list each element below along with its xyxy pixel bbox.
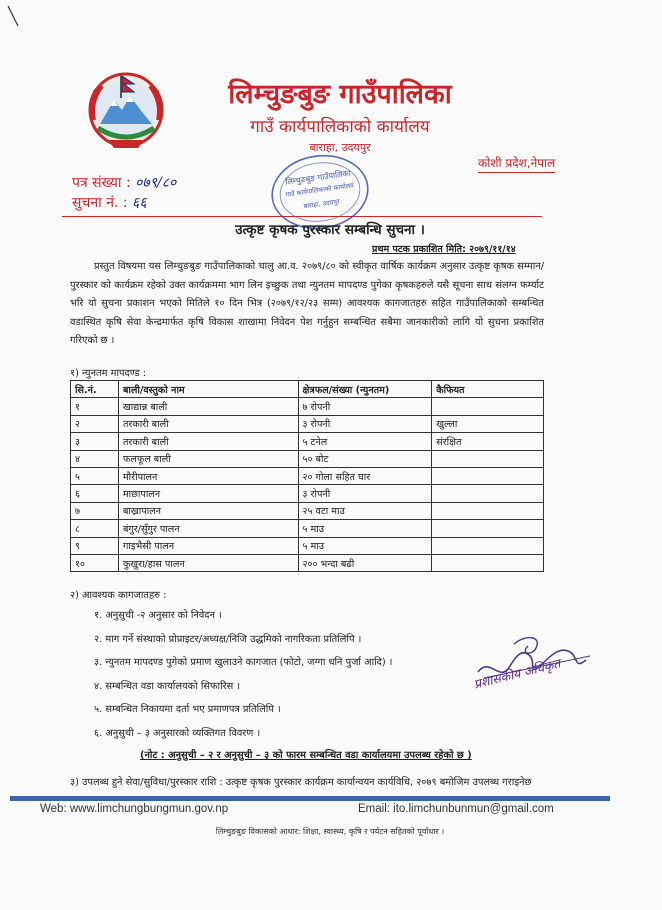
table-cell: मौरीपालन <box>118 467 298 484</box>
table-row <box>71 502 544 519</box>
table-row <box>71 467 544 484</box>
table-cell <box>432 450 544 467</box>
table-cell: ५ टनेल <box>298 433 432 450</box>
footer-website: Web: www.limchungbungmun.gov.np <box>40 803 229 815</box>
table-row <box>71 398 544 415</box>
table-cell: १ <box>71 398 119 415</box>
letter-number-value: ०७९/८० <box>135 175 177 191</box>
table-cell: ९ <box>71 537 119 554</box>
table-cell: गाइभैसी पालन <box>118 537 298 554</box>
officer-title: प्रशासकीय अधिकृत <box>472 655 562 692</box>
table-cell: ५ माउ <box>298 537 432 554</box>
list-item: ५. सम्बन्धित निकायमा दर्ता भए प्रमाणपत्र प्रतिलिपि । <box>94 704 281 716</box>
table-cell: ७ <box>71 502 119 519</box>
criteria-table <box>70 380 544 572</box>
table-cell: ७ रोपनी <box>298 398 432 415</box>
documents-list <box>94 604 393 746</box>
table-row <box>71 554 544 571</box>
list-item: ४. सम्बन्धित वडा कार्यालयको सिफारिस । <box>94 680 241 692</box>
table-cell <box>432 554 544 571</box>
list-item: १. अनुसुची -२ अनुसार को निवेदन । <box>94 610 222 621</box>
svg-text:बाराहा, उदयपुर: बाराहा, उदयपुर <box>303 197 341 211</box>
table-cell: ३ <box>71 433 119 450</box>
table-row <box>71 537 544 554</box>
table-cell: फलफूल बाली <box>118 450 298 467</box>
list-item: २. माग गर्ने संस्थाको प्रोप्राइटर/अध्यक्ष/निजि उद्धमिको नागरिकता प्रतिलिपि । <box>94 633 362 645</box>
table-row <box>71 520 544 537</box>
table-cell: तरकारी बाली <box>118 433 298 450</box>
table-cell: ६ <box>71 485 119 502</box>
table-cell: तरकारी बाली <box>118 415 298 432</box>
documents-heading: २) आवश्यक कागजातहरु : <box>70 590 167 601</box>
footer-email: Email: ito.limchunbunmun@gmail.com <box>358 803 554 815</box>
list-item: ६. अनुसुची – ३ अनुसारको व्यक्तिगत विवरण । <box>94 727 261 739</box>
table-cell: २०० भन्दा बढी <box>298 554 432 571</box>
table-cell: संरक्षित <box>432 433 544 450</box>
table-cell: ४ <box>71 450 119 467</box>
column-header: बाली/वस्तुको नाम <box>118 381 298 398</box>
footer-divider <box>10 796 610 801</box>
criteria-heading: १) न्युनतम मापदण्ड : <box>70 368 147 379</box>
column-header: कैफियत <box>432 381 544 398</box>
table-cell <box>432 398 544 415</box>
table-cell <box>432 537 544 554</box>
table-cell: खाद्यान्न बाली <box>118 398 298 415</box>
publication-date: प्रथम पटक प्रकाशित मिति: २०७९/११/१४ <box>372 244 516 255</box>
notice-number-value: ६६ <box>132 195 147 211</box>
section-3-text: ३) उपलब्ध हुने सेवा/सुविधा/पुरस्कार राशि : उत्कृष्ट कृषक पुरस्कार कार्यक्रम कार्यान्वयन कार्यविधि, २०७९ बमोजिम उपलब्ध गराइनेछ <box>70 777 532 788</box>
table-cell: ५ <box>71 467 119 484</box>
table-cell: खुल्ला <box>432 415 544 432</box>
municipality-title: लिम्चुङबुङ गाउँपालिका <box>228 79 452 110</box>
svg-text:लिम्चुङबुङ गाउँपालिका: लिम्चुङबुङ गाउँपालिका <box>284 168 352 187</box>
notice-body: प्रस्तुत विषयमा यस लिम्चुङबुङ गाउँपालिकाको चालु आ.व. २०७९/८० को स्वीकृत वार्षिक कार्यक्रम अनुसार उत्कृष्ट कृषक सम्मान/पुरस्कार को कार्यक्रम रहेको उक्त कार्यक्रममा भाग लिन इच्छुक तथा न्युनतम मापदण्ड पुगेका कृषकहरुले यसै सूचना साथ संलग्न फर्म्याट भरि यो सुचना प्रकाशन भएको मितिले १० दिन भित्र (२०७९/१२/२३ सम्म) आवश्यक कागजातहरु सहित गाउँपालिकाको सम्बन्धित वडास्थित कृषि सेवा केन्द्रमार्फत कृषि विकास शाखामा निवेदन पेश गर्नुहुन सम्बन्धित सबैमा जानकारीको लागि यो सुचना प्रकाशित गरिएको छ । <box>70 261 544 346</box>
table-cell: माछापालन <box>118 485 298 502</box>
notice-number <box>72 193 147 212</box>
office-location: बाराहा, उदयपुर <box>309 141 371 154</box>
notice-number-label: सुचना नं. : <box>72 195 128 211</box>
table-row <box>71 433 544 450</box>
column-header: क्षेत्रफल/संख्या (न्युनतम) <box>298 381 432 398</box>
list-item: ३. न्युनतम मापदण्ड पुगेको प्रमाण खुलाउने कागजात (फोटो, जग्गा धनि पुर्जा आदि) । <box>94 657 393 669</box>
table-cell: ५ माउ <box>298 520 432 537</box>
corner-pen-mark <box>6 4 20 28</box>
column-header: सि.नं. <box>71 381 119 398</box>
table-cell: २५ वटा माउ <box>298 502 432 519</box>
footer-tagline: लिम्चुङबुङ विकासको आधार: शिक्षा, स्वास्थ्य, कृषि र पर्यटन सहितको पूर्वाधार । <box>215 827 445 836</box>
office-subtitle: गाउँ कार्यपालिकाको कार्यालय <box>250 117 430 137</box>
table-cell: ३ रोपनी <box>298 415 432 432</box>
table-cell: ५० बोट <box>298 450 432 467</box>
documents-note: (नोट : अनुसुची – २ र अनुसुची – ३ को फारम सम्बन्धित वडा कार्यालयमा उपलब्ध रहेको छ ) <box>140 750 472 761</box>
province-label: कोशी प्रदेश,नेपाल <box>478 154 555 173</box>
table-cell <box>432 502 544 519</box>
table-cell <box>432 467 544 484</box>
table-cell: कुखुरा/हास पालन <box>118 554 298 571</box>
table-row <box>71 485 544 502</box>
table-cell: २० गोला सहित घार <box>298 467 432 484</box>
notice-title: उत्कृष्ट कृषक पुरस्कार सम्बन्धि सुचना । <box>235 222 425 238</box>
letter-number <box>72 173 176 192</box>
table-header-row <box>71 381 544 398</box>
table-cell <box>432 485 544 502</box>
nepal-emblem-icon <box>80 62 172 154</box>
table-cell: ३ रोपनी <box>298 485 432 502</box>
table-row <box>71 450 544 467</box>
table-cell: १० <box>71 554 119 571</box>
table-cell <box>432 520 544 537</box>
table-cell: २ <box>71 415 119 432</box>
table-row <box>71 415 544 432</box>
svg-text:गाउँ कार्यपालिकाको कार्यालय: गाउँ कार्यपालिकाको कार्यालय <box>285 181 355 199</box>
letter-number-label: पत्र संख्या : <box>72 175 131 191</box>
table-cell: बंगुर/सुँगुर पालन <box>118 520 298 537</box>
table-cell: ८ <box>71 520 119 537</box>
table-cell: बाख्रापालन <box>118 502 298 519</box>
